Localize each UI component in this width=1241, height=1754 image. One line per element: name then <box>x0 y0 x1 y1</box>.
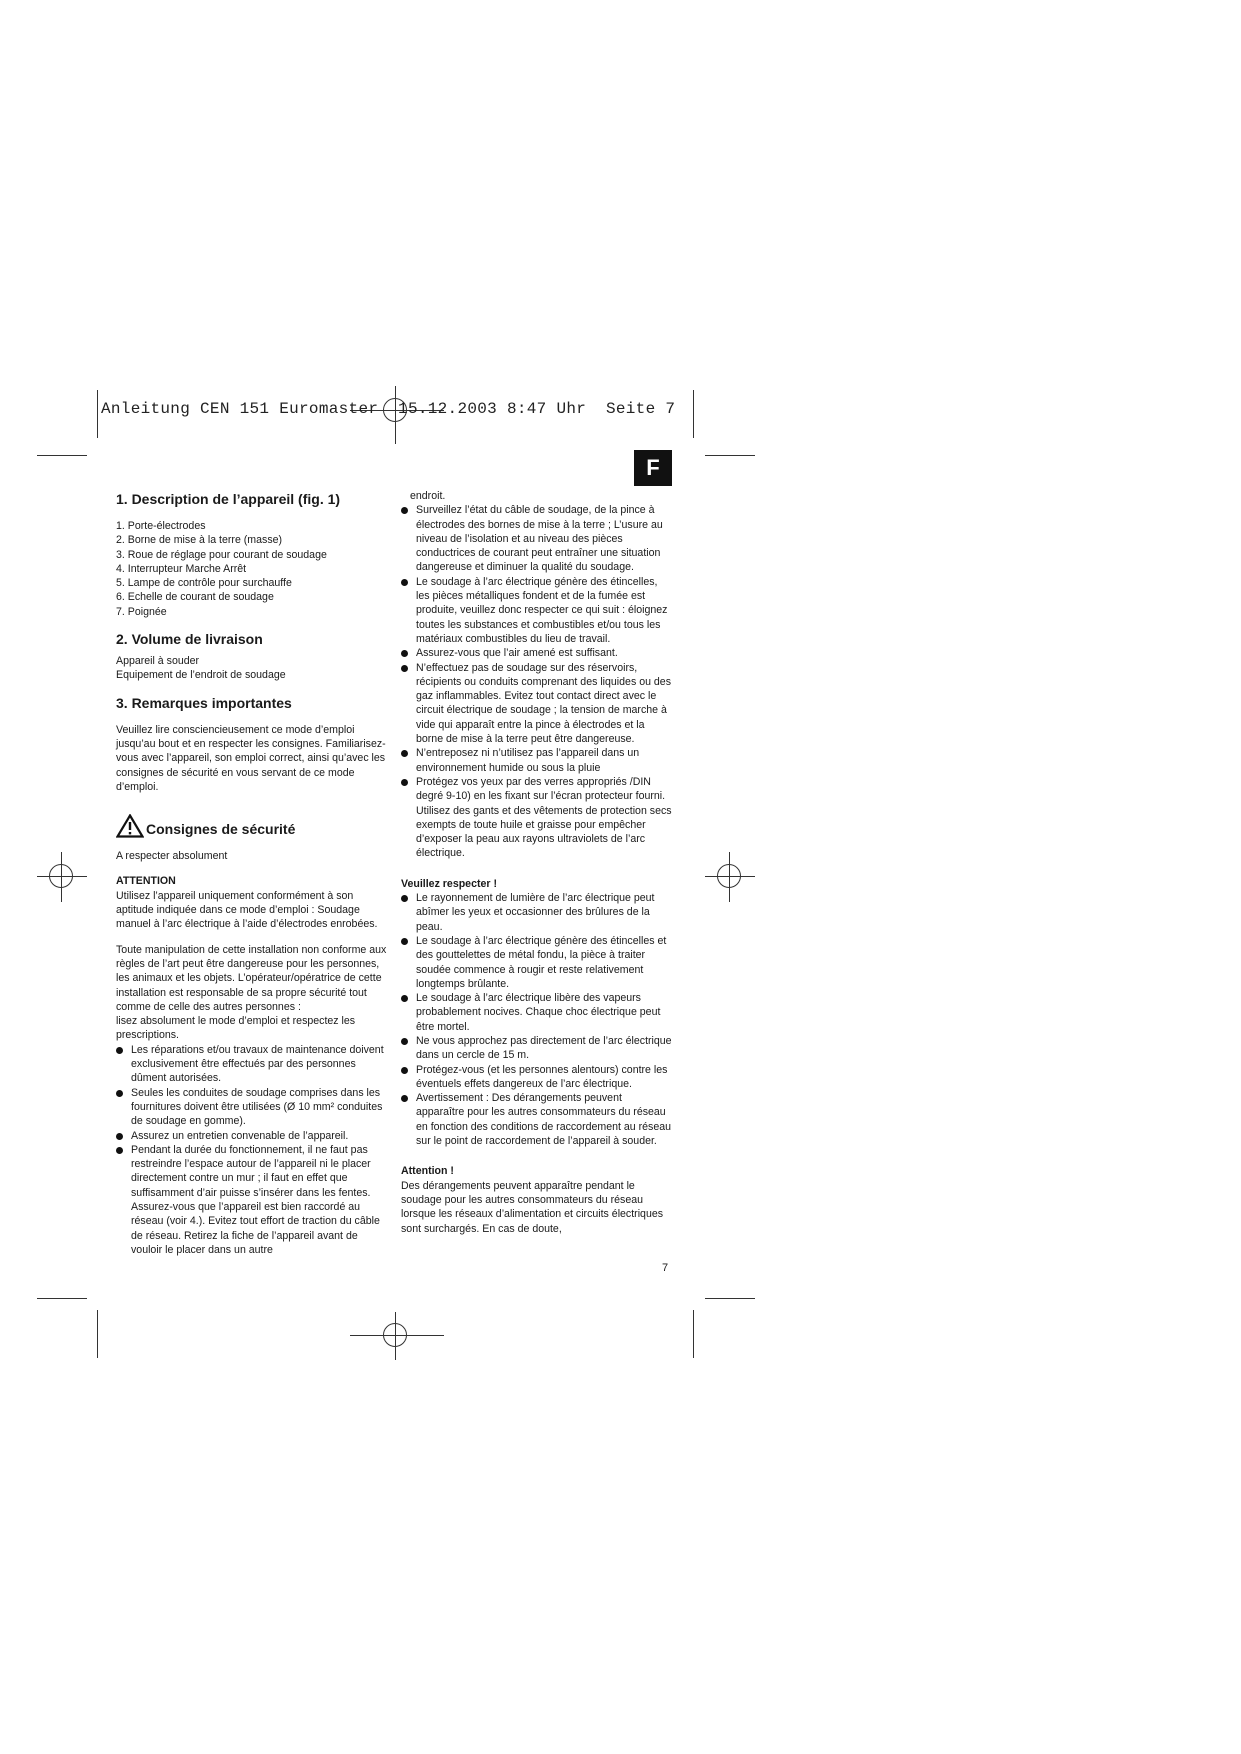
bullet-dot-icon <box>401 750 408 757</box>
list-item: Equipement de l’endroit de soudage <box>116 669 286 682</box>
attention-paragraph-2: Des dérangements peuvent apparaître pendant le soudage pour les autres consommateurs du réseau lorsque les réseaux d’alimentation et circuits électriques sont surchargés. En cas de doute, <box>401 1179 664 1235</box>
parts-list <box>116 519 391 619</box>
list-item: 3. Roue de réglage pour courant de soudage <box>116 548 327 561</box>
bullet-dot-icon <box>116 1147 123 1154</box>
respect-note: A respecter absolument <box>116 850 228 863</box>
bullet-item: Assurez-vous que l’air amené est suffisant. <box>401 646 673 660</box>
bullet-dot-icon <box>401 1095 408 1102</box>
bullet-item: Seules les conduites de soudage comprises dans les fournitures doivent être utilisées (Ø 10 mm² conduites de soudage en gomme). <box>116 1086 391 1129</box>
crop-mark <box>37 1298 87 1299</box>
bullet-item: Avertissement : Des dérangements peuvent apparaître pour les autres consommateurs du réseau en fonction des conditions de raccordement au réseau sur le point de raccordement de l’appareil à souder. <box>401 1091 673 1148</box>
section-heading-safety: Consignes de sécurité <box>146 821 296 838</box>
bullet-item: Pendant la durée du fonctionnement, il ne faut pas restreindre l’espace autour de l’appareil ni le placer directement contre un mur ; il faut en effet que suffisamment d’air puisse s’insérer dans les fentes. Assurez-vous que l’appareil est bien raccordé au réseau (voir 4.). Evitez tout effort de traction du câble de réseau. Retirez la fiche de l’appareil avant de vouloir le placer dans un autre <box>116 1143 391 1257</box>
list-item: 2. Borne de mise à la terre (masse) <box>116 534 283 547</box>
list-item: 7. Poignée <box>116 605 167 618</box>
bullet-dot-icon <box>116 1133 123 1140</box>
bullet-item: Surveillez l’état du câble de soudage, de la pince à électrodes des bornes de mise à la terre ; L’usure au niveau de l’isolation et au niveau des pièces conductrices de courant peut entraîner une situation dangereuse et diminuer la qualité du soudage. <box>401 503 673 574</box>
warning-triangle-icon <box>116 814 144 838</box>
attention-paragraph: Utilisez l’appareil uniquement conformément à son aptitude indiquée dans ce mode d’emploi : Soudage manuel à l’arc électrique à l’aide d’électrodes enrobées. <box>116 889 378 931</box>
bullet-item: Assurez un entretien convenable de l’appareil. <box>116 1129 391 1143</box>
bullet-item: Le soudage à l’arc électrique génère des étincelles, les pièces métalliques fondent et de la fumée est produite, veuillez donc respecter ce qui suit : éloignez toutes les substances et combustibles et/ou tous les matériaux combustibles du lieu de travail. <box>401 575 673 646</box>
bullet-dot-icon <box>401 650 408 657</box>
continued-text: endroit. <box>410 490 446 502</box>
bullet-item: N’entreposez ni n’utilisez pas l’appareil dans un environnement humide ou sous la pluie <box>401 746 673 775</box>
bullet-dot-icon <box>401 1038 408 1045</box>
registration-target-icon <box>383 1323 407 1347</box>
bullet-dot-icon <box>401 779 408 786</box>
attention-label: ATTENTION <box>116 875 176 888</box>
crop-mark <box>37 455 87 456</box>
registration-target-icon <box>49 864 73 888</box>
bullet-dot-icon <box>401 1067 408 1074</box>
crop-mark <box>693 390 694 438</box>
list-item: 4. Interrupteur Marche Arrêt <box>116 562 247 575</box>
crop-mark <box>97 390 98 438</box>
crop-mark <box>705 1298 755 1299</box>
bullet-dot-icon <box>401 507 408 514</box>
list-item: 5. Lampe de contrôle pour surchauffe <box>116 577 292 590</box>
bullet-item: Protégez vos yeux par des verres appropriés /DIN degré 9-10) en les fixant sur l’écran protecteur fourni. Utilisez des gants et des vêtements de protection secs exempts de toute huile et graisse pour empêcher d’exposer la peau aux rayons ultraviolets de l’arc électrique. <box>401 775 673 861</box>
bullet-dot-icon <box>401 995 408 1002</box>
list-item: 6. Echelle de courant de soudage <box>116 591 274 604</box>
list-item: Appareil à souder <box>116 655 200 668</box>
crop-mark <box>693 1310 694 1358</box>
bullet-item: Le soudage à l’arc électrique libère des vapeurs probablement nocives. Chaque choc électrique peut être mortel. <box>401 991 673 1034</box>
list-item: 1. Porte-électrodes <box>116 520 206 532</box>
language-badge: F <box>634 450 672 486</box>
crop-mark <box>705 455 755 456</box>
bullet-dot-icon <box>401 938 408 945</box>
section-heading-description: 1. Description de l’appareil (fig. 1) <box>116 491 341 507</box>
manipulation-paragraph: Toute manipulation de cette installation non conforme aux règles de l’art peut être dangereuse pour les personnes, les animaux et les objets. L’opérateur/opératrice de cette installation est responsable de sa propre sécurité tout comme de celle des autres personnes : <box>116 943 387 1013</box>
bullet-dot-icon <box>401 895 408 902</box>
bullet-item: Protégez-vous (et les personnes alentours) contre les éventuels effets dangereux de l’arc électrique. <box>401 1063 673 1092</box>
bullet-dot-icon <box>116 1090 123 1097</box>
crop-mark <box>97 1310 98 1358</box>
bullet-item: Le rayonnement de lumière de l’arc électrique peut abîmer les yeux et occasionner des brûlures de la peau. <box>401 891 673 934</box>
print-header: Anleitung CEN 151 Euromaster 15.12.2003 8:47 Uhr Seite 7 <box>101 400 676 418</box>
left-column <box>116 490 391 1257</box>
attention-label-2: Attention ! <box>401 1165 454 1178</box>
bullet-dot-icon <box>401 579 408 586</box>
right-column <box>401 489 673 1236</box>
bullet-dot-icon <box>401 665 408 672</box>
bullet-dot-icon <box>116 1047 123 1054</box>
registration-target-icon <box>717 864 741 888</box>
bullet-item: Ne vous approchez pas directement de l’arc électrique dans un cercle de 15 m. <box>401 1034 673 1063</box>
bullet-item: N’effectuez pas de soudage sur des réservoirs, récipients ou conduits comprenant des liquides ou des gaz inflammables. Evitez tout contact direct avec le circuit électrique de soudage ; la tension de marche à vide qui apparaît entre la pince à électrodes et la borne de mise à la terre peut être dangereuse. <box>401 661 673 747</box>
page-number: 7 <box>662 1262 669 1274</box>
veuillez-label: Veuillez respecter ! <box>401 877 497 890</box>
manipulation-paragraph-2: lisez absolument le mode d’emploi et respectez les prescriptions. <box>116 1015 356 1042</box>
bullet-item: Les réparations et/ou travaux de maintenance doivent exclusivement être effectués par des personnes dûment autorisées. <box>116 1043 391 1086</box>
section-heading-remarks: 3. Remarques importantes <box>116 694 292 711</box>
safety-heading <box>116 814 391 838</box>
section-heading-delivery: 2. Volume de livraison <box>116 631 263 648</box>
remarks-paragraph: Veuillez lire consciencieusement ce mode d’emploi jusqu’au bout et en respecter les consignes. Familiarisez-vous avec l’appareil, son emploi correct, ainsi qu’avec les consignes de sécurité en vous servant de ce mode d’emploi. <box>116 723 386 793</box>
bullet-item: Le soudage à l’arc électrique génère des étincelles et des gouttelettes de métal fondu, la pièce à traiter soudée commence à rougir et reste relativement longtemps brûlante. <box>401 934 673 991</box>
